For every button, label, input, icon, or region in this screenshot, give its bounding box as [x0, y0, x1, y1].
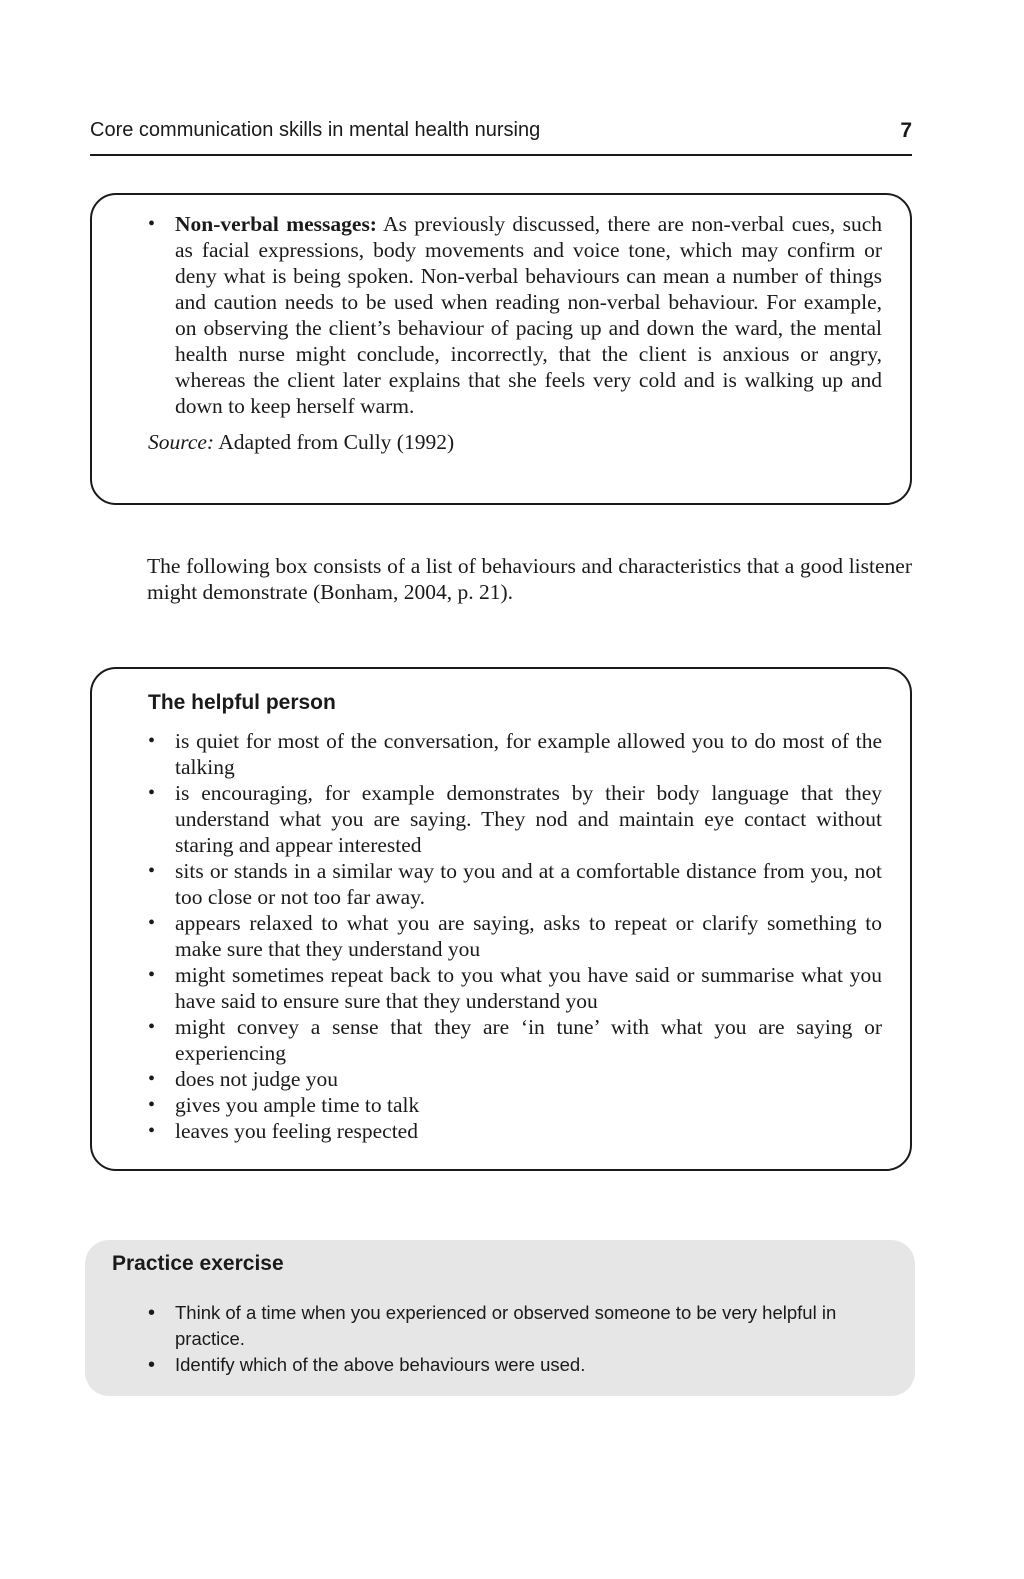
- list-item: • gives you ample time to talk: [148, 1092, 882, 1118]
- item-text: As previously discussed, there are non-verbal cues, such as facial expressions, body movements and voice tone, which may confirm or deny what is being spoken. Non-verbal behaviours can mean a number of things and caution needs to be used when reading non-verbal behaviour. For example, on observing the client’s behaviour of pacing up and down the ward, the mental health nurse might conclude, incorrectly, that the client is anxious or angry, whereas the client later explains that she feels very cold and is walking up and down to keep herself warm.: [175, 212, 883, 418]
- source-label: Source:: [148, 430, 215, 454]
- running-header: [90, 116, 912, 156]
- list-item: • might sometimes repeat back to you what you have said or summarise what you have said to ensure sure that they understand you: [148, 962, 882, 1014]
- list-item: • Identify which of the above behaviours were used.: [148, 1352, 888, 1378]
- list-item: • might convey a sense that they are ‘in tune’ with what you are saying or experiencing: [148, 1014, 882, 1066]
- helpful-person-heading: The helpful person: [148, 691, 336, 714]
- practice-exercise-box: [85, 1240, 915, 1396]
- source-text: Adapted from Cully (1992): [214, 430, 455, 454]
- practice-exercise-heading: Practice exercise: [112, 1252, 284, 1275]
- non-verbal-box: [90, 193, 912, 505]
- running-header-title: Core communication skills in mental health nursing: [90, 119, 541, 141]
- list-item: • is encouraging, for example demonstrates by their body language that they understand what you are saying. They nod and maintain eye contact without staring and appear interested: [148, 780, 882, 858]
- list-item: [148, 211, 882, 419]
- helpful-person-box: [90, 667, 912, 1171]
- source-note: [148, 429, 882, 455]
- non-verbal-list: [148, 211, 882, 419]
- list-item: • sits or stands in a similar way to you and at a comfortable distance from you, not too close or not too far away.: [148, 858, 882, 910]
- list-item: • is quiet for most of the conversation, for example allowed you to do most of the talking: [148, 728, 882, 780]
- item-label: Non-verbal messages:: [175, 212, 377, 236]
- page-number: 7: [900, 119, 912, 142]
- list-item: • appears relaxed to what you are saying, asks to repeat or clarify something to make sure that they understand you: [148, 910, 882, 962]
- helpful-person-list: [148, 728, 882, 1144]
- list-item: • does not judge you: [148, 1066, 882, 1092]
- list-item: • Think of a time when you experienced or observed someone to be very helpful in practice.: [148, 1300, 888, 1352]
- list-item: • leaves you feeling respected: [148, 1118, 882, 1144]
- non-verbal-box-content: [148, 211, 882, 455]
- helpful-person-content: [148, 690, 882, 1144]
- practice-exercise-list: [148, 1300, 888, 1378]
- body-paragraph: The following box consists of a list of behaviours and characteristics that a good listener might demonstrate (Bonham, 2004, p. 21).: [147, 554, 912, 604]
